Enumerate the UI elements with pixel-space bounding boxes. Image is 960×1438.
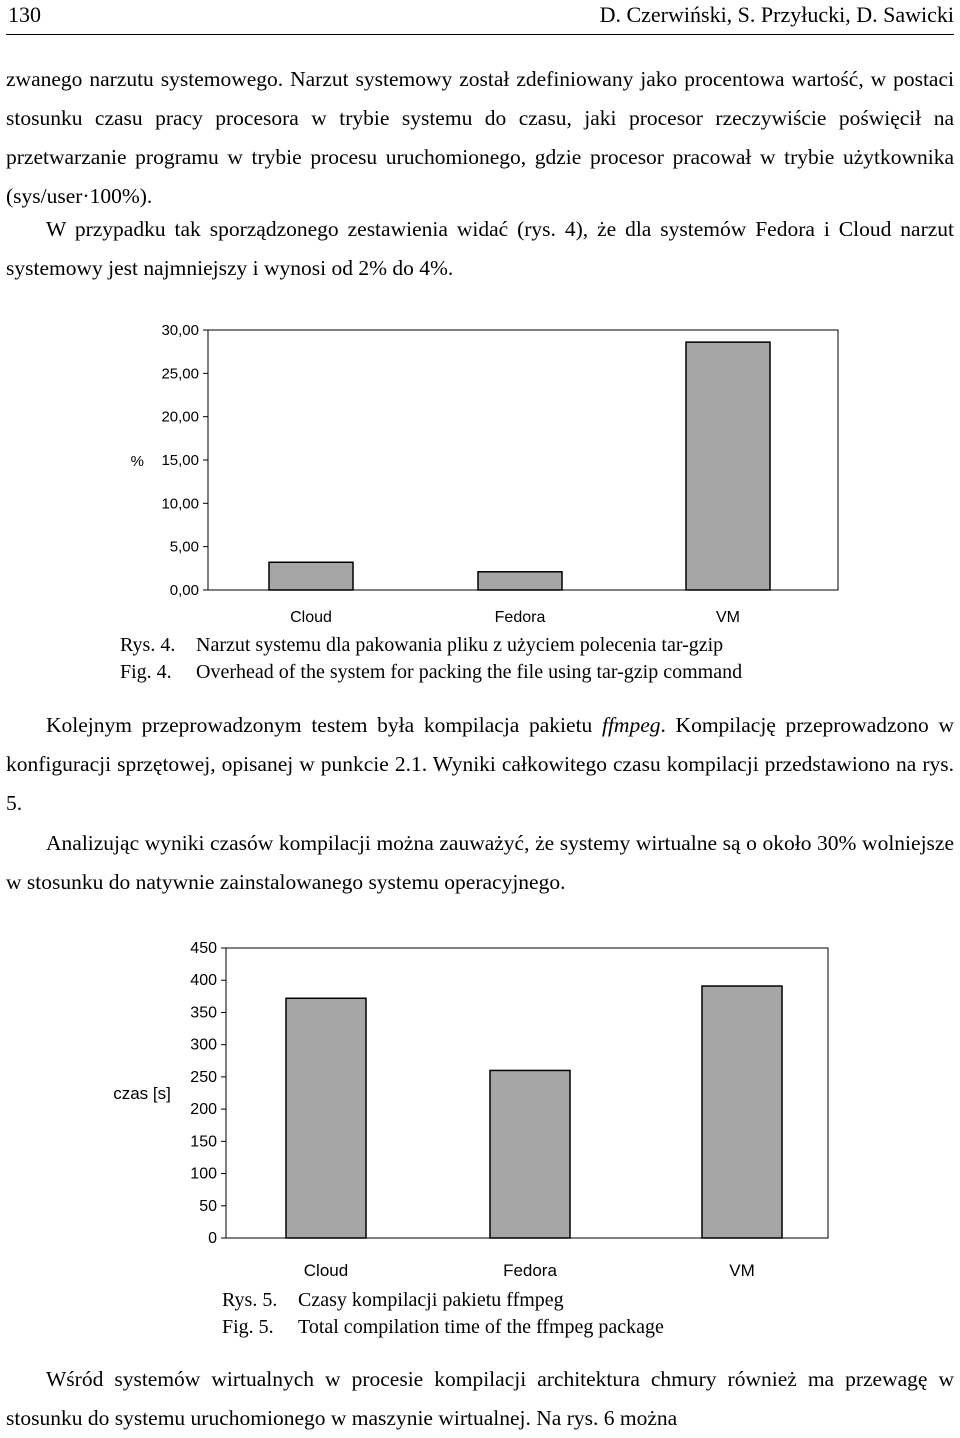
caption-text: Czasy kompilacji pakietu ffmpeg <box>298 1289 564 1311</box>
caption-label: Fig. 5. <box>222 1316 274 1338</box>
y-tick-label: 10,00 <box>161 495 199 513</box>
paragraph-1: zwanego narzutu systemowego. Narzut systemowy został zdefiniowany jako procentowa wartość, w postaci stosunku czasu pracy procesora w trybie systemu do czasu, jaki procesor rzeczywiście poświęcił na przetwarzanie programu w trybie procesu uruchomionego, gdzie procesor pracował w trybie użytkownika (sys/user·100%). <box>6 67 954 208</box>
caption-label: Rys. 5. <box>222 1289 278 1311</box>
x-category-label: Cloud <box>290 609 332 626</box>
y-tick-label: 30,00 <box>161 322 199 339</box>
caption-text: Total compilation time of the ffmpeg package <box>298 1316 664 1338</box>
caption-label: Rys. 4. <box>120 634 176 656</box>
figure-5-caption-pl <box>222 1287 564 1314</box>
bar-fedora <box>490 1070 570 1238</box>
y-axis-label: % <box>130 453 144 470</box>
figure-4-caption-en <box>120 659 742 686</box>
running-head-authors: D. Czerwiński, S. Przyłucki, D. Sawicki <box>599 2 954 27</box>
x-category-label: Cloud <box>303 1261 349 1280</box>
paragraph-2: W przypadku tak sporządzonego zestawienia widać (rys. 4), że dla systemów Fedora i Cloud narzut systemowy jest najmniejszy i wynosi od 2% do 4%. <box>6 217 954 280</box>
x-category-label: Fedora <box>503 1261 557 1280</box>
y-tick-label: 25,00 <box>161 365 199 383</box>
caption-label: Fig. 4. <box>120 661 172 683</box>
y-tick-label: 5,00 <box>169 538 199 556</box>
y-tick-label: 400 <box>190 972 217 990</box>
x-category-label: VM <box>729 1261 755 1280</box>
bar-vm <box>686 342 770 590</box>
y-tick-label: 0 <box>208 1230 217 1247</box>
y-tick-label: 150 <box>190 1133 217 1151</box>
y-tick-label: 20,00 <box>161 408 199 426</box>
y-tick-label: 0,00 <box>169 582 199 599</box>
caption-text: Narzut systemu dla pakowania pliku z użyciem polecenia tar-gzip <box>196 634 724 656</box>
paragraph-3-start: Kolejnym przeprowadzonym testem była kompilacja pakietu <box>46 713 602 737</box>
paragraph-3 <box>6 706 954 823</box>
x-category-label: Fedora <box>494 609 546 626</box>
y-tick-label: 450 <box>190 940 217 957</box>
figure-4-caption-pl <box>120 632 723 659</box>
page-header <box>0 0 960 36</box>
bar-fedora <box>478 572 562 590</box>
figure-5-caption-en <box>222 1314 664 1341</box>
y-tick-label: 350 <box>190 1004 217 1022</box>
y-tick-label: 250 <box>190 1068 217 1086</box>
page-number: 130 <box>8 2 41 27</box>
bar-cloud <box>286 998 366 1238</box>
paragraph-3-end: . Kompilację przeprowadzono w konfiguracji sprzętowej, opisanej w punkcie 2.1. Wyniki całkowitego czasu kompilacji przedstawiono na rys. 5. <box>6 713 954 815</box>
y-tick-label: 300 <box>190 1036 217 1054</box>
caption-text: Overhead of the system for packing the file using tar-gzip command <box>196 661 743 683</box>
y-tick-label: 100 <box>190 1165 217 1183</box>
paragraph-3-package-name: ffmpeg <box>601 713 661 737</box>
y-axis-label: czas [s] <box>113 1084 171 1103</box>
header-rule <box>6 34 954 35</box>
bar-vm <box>702 986 782 1238</box>
figure-4-chart <box>100 316 860 636</box>
y-tick-label: 15,00 <box>161 452 199 469</box>
x-category-label: VM <box>716 609 740 626</box>
y-tick-label: 50 <box>199 1197 217 1215</box>
y-tick-label: 200 <box>190 1101 217 1119</box>
paragraph-4: Analizując wyniki czasów kompilacji można zauważyć, że systemy wirtualne są o około 30% wolniejsze w stosunku do natywnie zainstalowanego systemu operacyjnego. <box>6 831 954 894</box>
figure-5-chart <box>100 930 860 1288</box>
paragraph-5: Wśród systemów wirtualnych w procesie kompilacji architektura chmury również ma przewagę w stosunku do systemu uruchomionego w maszynie wirtualnej. Na rys. 6 można <box>6 1367 954 1430</box>
bar-cloud <box>269 562 353 590</box>
